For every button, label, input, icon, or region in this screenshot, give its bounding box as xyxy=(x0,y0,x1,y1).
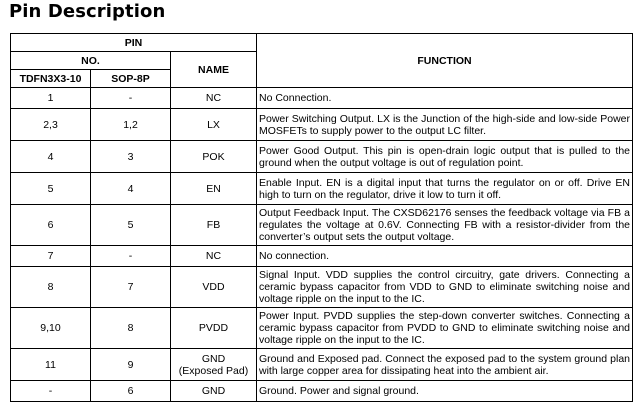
cell-tdfn: 9,10 xyxy=(11,308,91,349)
cell-function: No connection. xyxy=(257,246,633,267)
cell-function: Output Feedback Input. The CXSD62176 senses the feedback voltage via FB a regulates the voltage at 0.6V. Connecting FB with a resistor-divider from the converter’s output sets the output voltage. xyxy=(257,205,633,246)
cell-sop: 9 xyxy=(91,349,171,381)
cell-sop: 4 xyxy=(91,173,171,205)
cell-function: Power Good Output. This pin is open-drain logic output that is pulled to the ground when the output voltage is out of regulation point. xyxy=(257,141,633,173)
cell-tdfn: 6 xyxy=(11,205,91,246)
cell-sop: - xyxy=(91,246,171,267)
cell-sop: - xyxy=(91,88,171,109)
cell-function: Signal Input. VDD supplies the control circuitry, gate drivers. Connecting a ceramic bypass capacitor from VDD to GND to eliminate switching noise and voltage ripple on the input to the IC. xyxy=(257,267,633,308)
table-row xyxy=(11,381,633,402)
header-sop: SOP-8P xyxy=(91,70,171,88)
cell-sop: 5 xyxy=(91,205,171,246)
cell-name: PVDD xyxy=(171,308,257,349)
cell-tdfn: 4 xyxy=(11,141,91,173)
cell-function: Ground and Exposed pad. Connect the exposed pad to the system ground plan with large copper area for dissipating heat into the ambient air. xyxy=(257,349,633,381)
table-row xyxy=(11,141,633,173)
cell-tdfn: 2,3 xyxy=(11,109,91,141)
header-function: FUNCTION xyxy=(257,34,633,88)
table-row xyxy=(11,109,633,141)
table-row xyxy=(11,308,633,349)
cell-sop: 1,2 xyxy=(91,109,171,141)
table-row xyxy=(11,88,633,109)
cell-name-line1: GND xyxy=(201,352,226,365)
cell-name-line2: (Exposed Pad) xyxy=(178,364,249,377)
cell-name xyxy=(171,349,257,381)
cell-tdfn: 1 xyxy=(11,88,91,109)
cell-function: Enable Input. EN is a digital input that turns the regulator on or off. Drive EN high to turn on the regulator, drive it low to turn it off. xyxy=(257,173,633,205)
cell-tdfn: 7 xyxy=(11,246,91,267)
cell-function: Power Switching Output. LX is the Junction of the high-side and low-side Power MOSFETs to supply power to the output LC filter. xyxy=(257,109,633,141)
cell-sop: 7 xyxy=(91,267,171,308)
page-title: Pin Description xyxy=(9,1,166,22)
table-row xyxy=(11,267,633,308)
table-row xyxy=(11,173,633,205)
cell-tdfn: 5 xyxy=(11,173,91,205)
cell-name: GND xyxy=(171,381,257,402)
cell-name: LX xyxy=(171,109,257,141)
header-tdfn: TDFN3X3-10 xyxy=(11,70,91,88)
header-no: NO. xyxy=(11,52,171,70)
cell-sop: 3 xyxy=(91,141,171,173)
table-row xyxy=(11,246,633,267)
cell-tdfn: 11 xyxy=(11,349,91,381)
cell-name: POK xyxy=(171,141,257,173)
table-row xyxy=(11,205,633,246)
cell-name: NC xyxy=(171,246,257,267)
cell-function: Ground. Power and signal ground. xyxy=(257,381,633,402)
cell-sop: 6 xyxy=(91,381,171,402)
cell-name: EN xyxy=(171,173,257,205)
cell-function: Power Input. PVDD supplies the step-down converter switches. Connecting a ceramic bypass capacitor from PVDD to GND to eliminate switching noise and voltage ripple on the input to the IC. xyxy=(257,308,633,349)
cell-name: FB xyxy=(171,205,257,246)
table-row xyxy=(11,349,633,381)
cell-function: No Connection. xyxy=(257,88,633,109)
header-pin: PIN xyxy=(11,34,257,52)
cell-tdfn: 8 xyxy=(11,267,91,308)
header-name: NAME xyxy=(171,52,257,88)
cell-name: VDD xyxy=(171,267,257,308)
cell-tdfn: - xyxy=(11,381,91,402)
pin-description-table xyxy=(10,33,633,402)
cell-name: NC xyxy=(171,88,257,109)
cell-sop: 8 xyxy=(91,308,171,349)
